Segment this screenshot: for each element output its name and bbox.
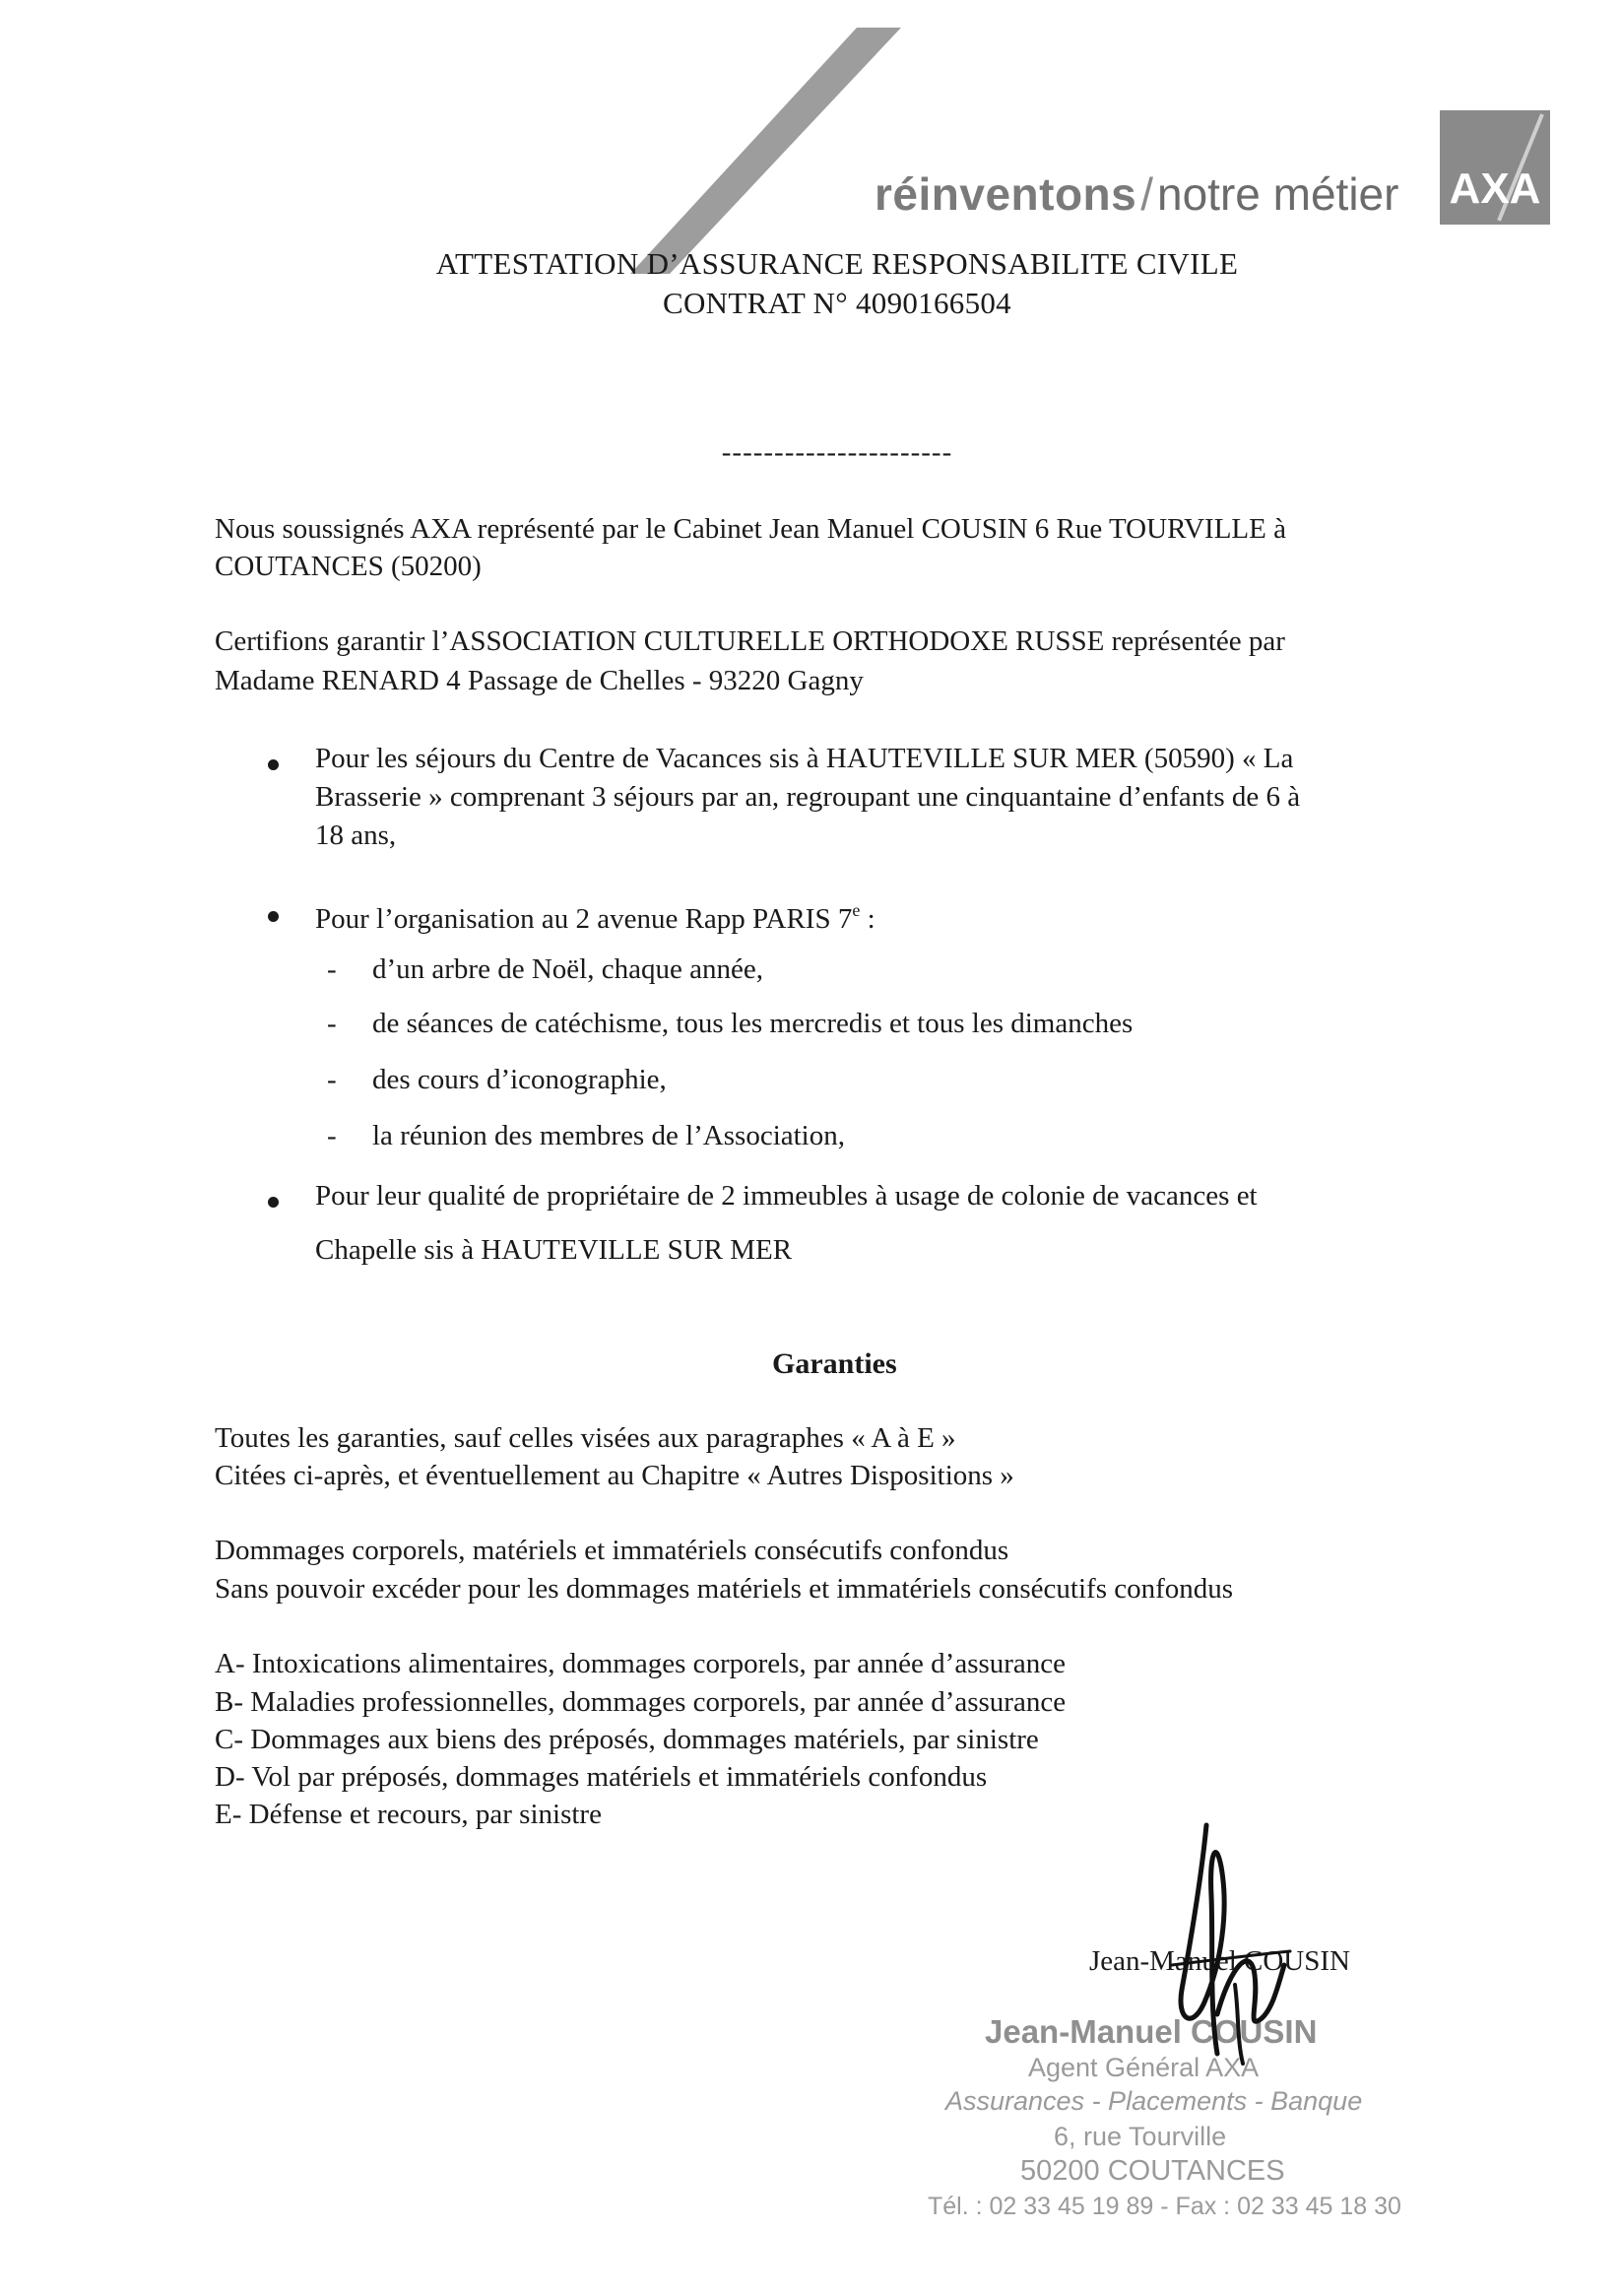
bullet-1-line-2: Brasserie » comprenant 3 séjours par an, regroupant une cinquantaine d’enfants de 6 à <box>315 781 1301 813</box>
bullet-2-superscript: e <box>852 900 861 920</box>
bullet-1-line-3: 18 ans, <box>315 820 397 851</box>
guarantee-item-d: D- Vol par préposés, dommages matériels et immatériels confondus <box>215 1761 988 1793</box>
intro-line-2: COUTANCES (50200) <box>215 551 482 582</box>
guarantees-p1-line-2: Citées ci-après, et éventuellement au Chapitre « Autres Dispositions » <box>215 1460 1014 1491</box>
sub-item-4: la réunion des membres de l’Association, <box>372 1120 845 1151</box>
bullet-1-line-1: Pour les séjours du Centre de Vacances sis à HAUTEVILLE SUR MER (50590) « La <box>315 743 1294 774</box>
stamp-line-3: Assurances - Placements - Banque <box>945 2086 1363 2116</box>
certify-line-1: Certifions garantir l’ASSOCIATION CULTURELLE ORTHODOXE RUSSE représentée par <box>215 625 1285 657</box>
stamp-line-2: Agent Général AXA <box>1028 2053 1260 2082</box>
stamp-line-5: 50200 COUTANCES <box>1020 2155 1285 2187</box>
stamp-line-6: Tél. : 02 33 45 19 89 - Fax : 02 33 45 18 30 <box>928 2193 1401 2220</box>
bullet-2-end: : <box>860 903 875 935</box>
stamp-line-1: Jean-Manuel COUSIN <box>985 2013 1318 2050</box>
separator-line: ---------------------- <box>721 436 953 468</box>
bullet-2-line <box>315 891 875 939</box>
tagline-slash: / <box>1140 168 1154 220</box>
bullet-dot <box>268 1197 279 1208</box>
sub-dash: - <box>327 1064 337 1095</box>
guarantee-item-e: E- Défense et recours, par sinistre <box>215 1799 602 1830</box>
guarantees-p2-line-1: Dommages corporels, matériels et immatériels consécutifs confondus <box>215 1535 1009 1566</box>
intro-line-1: Nous soussignés AXA représenté par le Cabinet Jean Manuel COUSIN 6 Rue TOURVILLE à <box>215 513 1286 545</box>
contract-number: CONTRAT N° 4090166504 <box>663 286 1011 320</box>
document-title: ATTESTATION D’ASSURANCE RESPONSABILITE CIVILE <box>435 246 1239 281</box>
guarantees-heading: Garanties <box>772 1347 897 1380</box>
bullet-dot <box>268 911 279 922</box>
axa-logo-text: AXA <box>1449 164 1541 213</box>
bullet-dot <box>268 759 279 770</box>
guarantees-p2-line-2: Sans pouvoir excéder pour les dommages matériels et immatériels consécutifs confondus <box>215 1573 1234 1605</box>
sub-item-3: des cours d’iconographie, <box>372 1064 667 1095</box>
guarantee-item-b: B- Maladies professionnelles, dommages corporels, par année d’assurance <box>215 1686 1067 1718</box>
sub-dash: - <box>327 1120 337 1151</box>
guarantee-item-a: A- Intoxications alimentaires, dommages corporels, par année d’assurance <box>215 1648 1067 1679</box>
stamp-line-4: 6, rue Tourville <box>1054 2122 1227 2151</box>
axa-logo <box>1440 110 1550 225</box>
sub-dash: - <box>327 1008 337 1039</box>
tagline-bold: réinventons <box>875 168 1137 220</box>
tagline-rest: notre métier <box>1157 168 1399 220</box>
sub-dash: - <box>327 953 337 985</box>
sub-item-2: de séances de catéchisme, tous les mercredis et tous les dimanches <box>372 1008 1134 1039</box>
certify-line-2: Madame RENARD 4 Passage de Chelles - 93220 Gagny <box>215 665 864 696</box>
sub-item-1: d’un arbre de Noël, chaque année, <box>372 953 763 985</box>
tagline <box>875 167 1398 221</box>
bullet-2-text: Pour l’organisation au 2 avenue Rapp PARIS 7 <box>315 903 853 935</box>
guarantee-item-c: C- Dommages aux biens des préposés, dommages matériels, par sinistre <box>215 1724 1039 1755</box>
bullet-3-line-2: Chapelle sis à HAUTEVILLE SUR MER <box>315 1234 793 1266</box>
bullet-3-line-1: Pour leur qualité de propriétaire de 2 immeubles à usage de colonie de vacances et <box>315 1180 1258 1212</box>
slash-graphic <box>630 20 945 276</box>
handwritten-signature <box>1152 1817 1300 2073</box>
guarantees-p1-line-1: Toutes les garanties, sauf celles visées aux paragraphes « A à E » <box>215 1422 956 1454</box>
signatory-name: Jean-Manuel COUSIN <box>1089 1945 1350 1977</box>
